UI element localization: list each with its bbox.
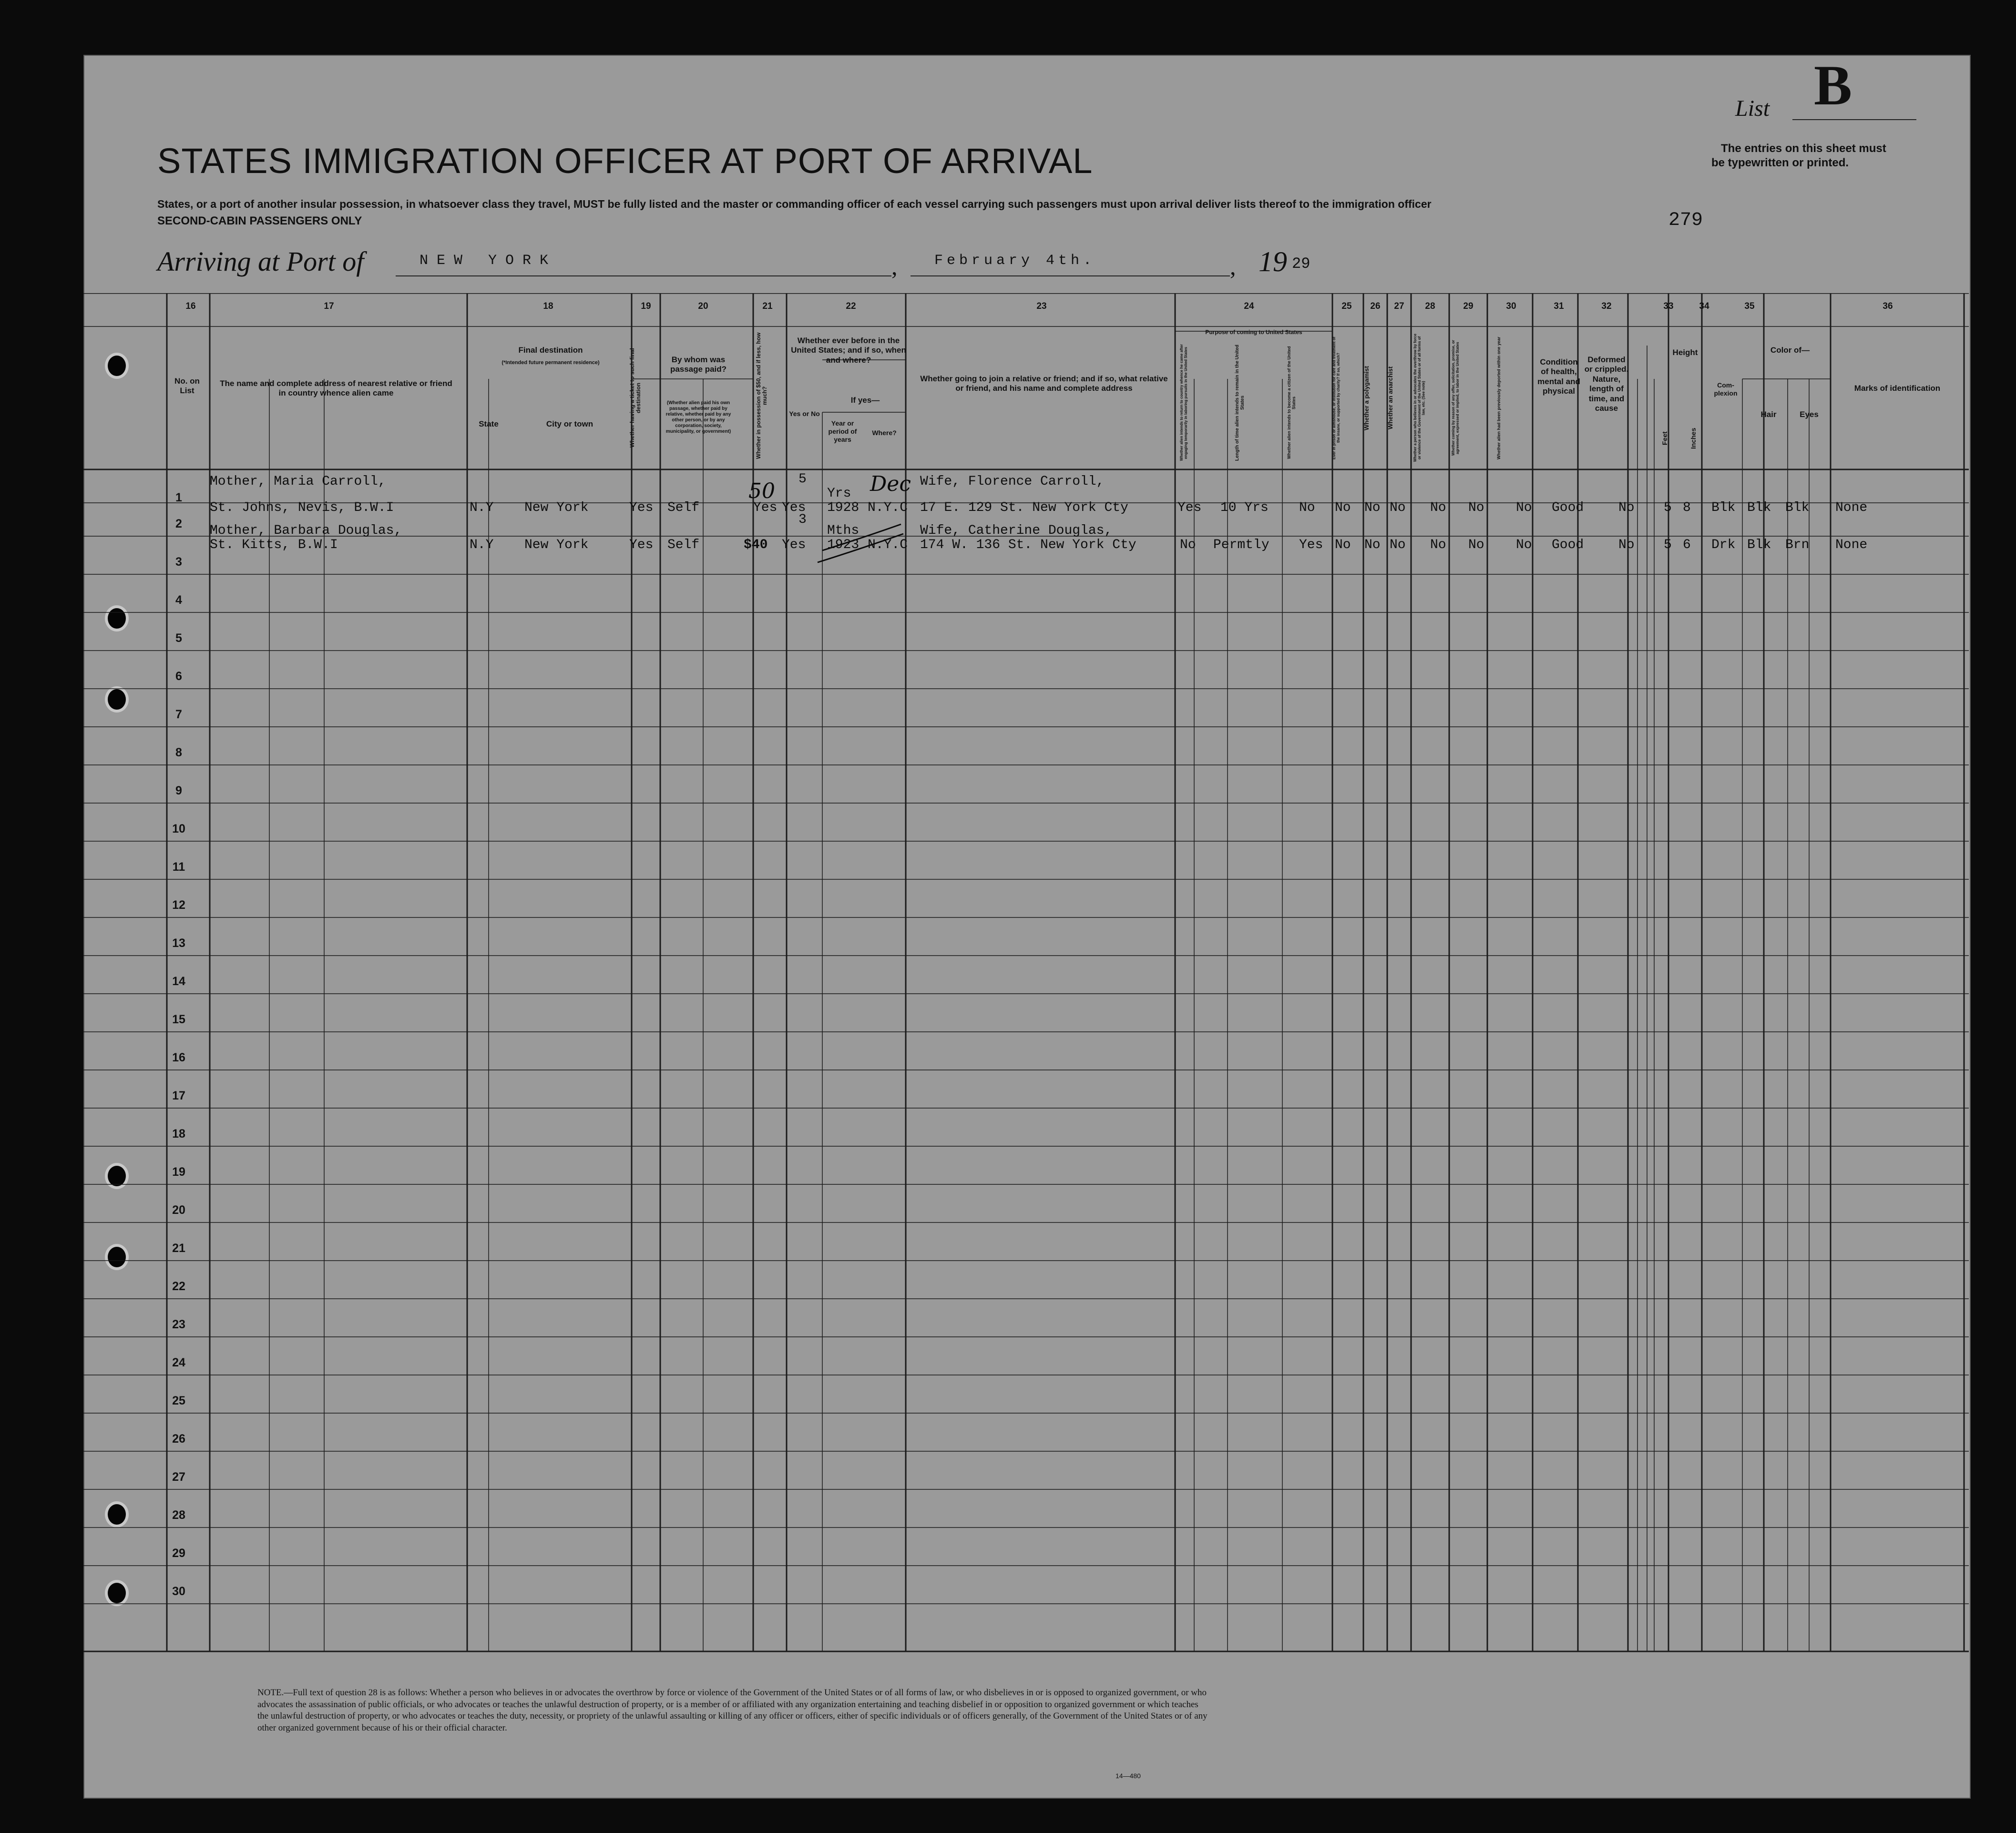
row-number: 2 (175, 517, 182, 530)
row1-inches: 8 (1683, 500, 1691, 515)
row1-paid-by: Self (667, 500, 700, 515)
row-number: 17 (172, 1089, 185, 1102)
row1-anarchist: No (1390, 500, 1406, 515)
year-prefix: 19 (1259, 246, 1287, 277)
header-been-before: Whether ever before in the United States; and if so, when and where? (791, 336, 906, 365)
row1-polygamist: No (1364, 500, 1381, 515)
col-number: 35 (1744, 301, 1755, 311)
row1-period-2: Yrs (827, 486, 851, 501)
row1-hand-money: 50 (748, 479, 775, 503)
header-eyes: Eyes (1800, 410, 1819, 419)
col-number: 32 (1601, 301, 1612, 311)
row-number: 1 (175, 491, 182, 504)
header-final-destination: Final destination (518, 346, 583, 355)
row2-complexion: Drk (1711, 538, 1736, 552)
row-number: 26 (172, 1432, 185, 1446)
row-number: 19 (172, 1165, 185, 1179)
row-number: 4 (175, 593, 182, 607)
row1-purpose-return: Yes (1177, 500, 1202, 515)
col-number: 31 (1554, 301, 1564, 311)
header-ticket: Whether having a ticket to such final destination (629, 348, 642, 448)
header-final-destination-note: (*Intended future permanent residence) (501, 360, 600, 366)
row1-eyes: Blk (1785, 500, 1810, 515)
header-purpose-return: Whether alien intends to return to country whence he came after engaging temporarily in laboring pursuits in the United States (1179, 344, 1188, 461)
row2-period-3: 1923 (827, 538, 860, 552)
port-name: NEW YORK (420, 253, 557, 269)
header-coming-by-reason: Whether coming by reason of any offer, solicitation, promise, or agreement, expressed or implied, to labor in the United States (1451, 340, 1460, 456)
row-number: 9 (175, 784, 182, 797)
row1-relative-line2: St. Johns, Nevis, B.W.I (210, 500, 394, 515)
row1-been-before: Yes (782, 500, 806, 515)
row-number: 29 (172, 1547, 185, 1560)
row2-city: New York (524, 538, 589, 552)
header-marks: Marks of identification (1854, 384, 1941, 393)
row1-feet: 5 (1664, 500, 1672, 515)
row-number: 21 (172, 1242, 185, 1255)
list-underline (1792, 119, 1916, 120)
col-number: 21 (762, 301, 773, 311)
form-title: STATES IMMIGRATION OFFICER AT PORT OF ARRIVAL (157, 141, 1093, 181)
row-number: 23 (172, 1318, 185, 1331)
header-money: Whether in possession of $50, and if less, how much? (755, 332, 768, 459)
row1-ticket: Yes (629, 500, 654, 515)
row2-eyes: Brn (1785, 538, 1810, 552)
row-number: 27 (172, 1470, 185, 1484)
port-underline (396, 275, 891, 276)
row2-deported: No (1516, 538, 1532, 552)
row2-prison: No (1335, 538, 1351, 552)
header-no-on-list: No. on List (174, 377, 200, 396)
header-feet: Feet (1661, 431, 1668, 446)
row-number: 14 (172, 975, 185, 988)
header-where: Where? (872, 429, 897, 437)
col-number: 24 (1244, 301, 1254, 311)
row2-period-1: 3 (798, 512, 807, 527)
row2-offer: No (1468, 538, 1484, 552)
col-number: 20 (698, 301, 708, 311)
row-number: 12 (172, 898, 185, 912)
row-number: 8 (175, 746, 182, 759)
col-number: 23 (1036, 301, 1047, 311)
header-overthrow: Whether a person who believes in or advocates the overthrow by force or violence of the Government of the United States or of all forms of law, etc. (See note) (1413, 334, 1426, 462)
row2-health: Good (1552, 538, 1584, 552)
row-number: 7 (175, 708, 182, 721)
row2-money: $40 (744, 538, 768, 552)
form-subtitle: States, or a port of another insular possession, in whatsoever class they travel, MUST be fully listed and the master or commanding officer of each vessel carrying such passengers must upon arrival deliver lists thereof to the immigration officer (157, 198, 1432, 210)
header-polygamist: Whether a polygamist (1363, 366, 1370, 430)
row2-anarchist: No (1390, 538, 1406, 552)
header-year-period: Year or period of years (828, 419, 857, 443)
row2-relative-line2: St. Kitts, B.W.I (210, 538, 338, 552)
row1-marks: None (1835, 500, 1868, 515)
row2-paid-by: Self (667, 538, 700, 552)
col-number: 19 (641, 301, 651, 311)
row1-purpose-length: 10 Yrs (1220, 500, 1269, 515)
row1-join-line1: Wife, Florence Carroll, (920, 474, 1105, 489)
table-grid (83, 293, 1969, 1659)
row1-complexion: Blk (1711, 500, 1736, 515)
col-number: 18 (543, 301, 553, 311)
header-passage-paid: By whom was passage paid? (670, 355, 727, 374)
col-number: 26 (1370, 301, 1381, 311)
header-height: Height (1672, 348, 1698, 357)
row2-overthrow: No (1430, 538, 1446, 552)
col-number: 30 (1506, 301, 1516, 311)
list-label: List (1735, 96, 1770, 121)
list-value: B (1814, 53, 1852, 117)
row-number: 20 (172, 1203, 185, 1217)
entries-note: be typewritten or printed. (1711, 156, 1849, 169)
col-number: 29 (1463, 301, 1474, 311)
row2-marks: None (1835, 538, 1868, 552)
row1-money: Yes (753, 500, 778, 515)
row2-purpose-length: Permtly (1213, 538, 1269, 552)
row2-where: N.Y.C (868, 538, 908, 552)
col-number: 22 (846, 301, 856, 311)
header-complexion: Com-plexion (1714, 381, 1738, 397)
col-number: 34 (1699, 301, 1709, 311)
row1-hair: Blk (1747, 500, 1771, 515)
col-number: 27 (1394, 301, 1404, 311)
row1-offer: No (1468, 500, 1484, 515)
col-number: 28 (1425, 301, 1435, 311)
col-number: 25 (1341, 301, 1352, 311)
row2-polygamist: No (1364, 538, 1381, 552)
row2-inches: 6 (1683, 538, 1691, 552)
row2-purpose-citizen: Yes (1299, 538, 1323, 552)
header-if-yes: If yes— (850, 396, 880, 405)
header-prison: Ever in prison or almshouse, or institution for care and treatment of the insane, or supported by charity? If so, which? (1332, 336, 1341, 459)
row1-purpose-citizen: No (1299, 500, 1315, 515)
row1-overthrow: No (1430, 500, 1446, 515)
row2-been-before: Yes (782, 538, 806, 552)
row1-health: Good (1552, 500, 1584, 515)
header-purpose: Purpose of coming to United States (1205, 329, 1302, 336)
col-number: 33 (1663, 301, 1674, 311)
comma: , (1230, 253, 1236, 280)
row1-deformed: No (1618, 500, 1635, 515)
row1-where: N.Y.C (868, 500, 908, 515)
sheet-number: 279 (1668, 210, 1703, 231)
row-number: 11 (172, 860, 185, 874)
row1-prison: No (1335, 500, 1351, 515)
row1-relative-line1: Mother, Maria Carroll, (210, 474, 386, 489)
row2-hair: Blk (1747, 538, 1771, 552)
row-number: 10 (172, 822, 185, 835)
row2-feet: 5 (1664, 538, 1672, 552)
row-number: 3 (175, 555, 182, 569)
row-number: 15 (172, 1013, 185, 1026)
footer-note: NOTE.—Full text of question 28 is as follows: Whether a person who believes in or advocates the overthrow by force or violence of the Government of the United States or of all forms of law, or who disbelieves in or is opposed to organized government, or who advocates the assassination of public officials, or who advocates or teaches the unlawful destruction of property, or is a member of or affiliated with any organization entertaining and teaching disbelief in or opposition to organized government or which teaches the unlawful destruction of property, or who advocates or teaches the duty, necessity, or propriety of the unlawful assaulting or killing of any officer or officers, either of specific individuals or of officers generally, of the Government of the United States or of any other organized government because of his or their official character. (257, 1688, 1208, 1733)
header-yes-no: Yes or No (789, 410, 820, 418)
row2-join-line2: 174 W. 136 St. New York Cty (920, 538, 1136, 552)
row-number: 18 (172, 1127, 185, 1141)
row1-state: N.Y (470, 500, 494, 515)
row-number: 25 (172, 1394, 185, 1407)
row1-hand-where: Dec (870, 472, 911, 496)
header-purpose-length: Length of time alien intends to remain in the United States (1235, 345, 1245, 461)
row1-period-1: 5 (798, 472, 807, 487)
date-underline (911, 275, 1230, 276)
header-nearest-relative: The name and complete address of nearest relative or friend in country whence alien came (220, 379, 452, 398)
row1-city: New York (524, 500, 589, 515)
arrival-date: February 4th. (934, 253, 1096, 269)
header-color-of: Color of— (1770, 346, 1810, 355)
header-inches: Inches (1689, 428, 1697, 449)
row-number: 30 (172, 1585, 185, 1598)
row-number: 16 (172, 1051, 185, 1064)
row-number: 13 (172, 937, 185, 950)
header-condition: Condition of health, mental and physical (1537, 357, 1580, 396)
entries-note: The entries on this sheet must (1721, 142, 1886, 155)
row2-ticket: Yes (629, 538, 654, 552)
comma: , (891, 253, 898, 280)
header-anarchist: Whether an anarchist (1387, 366, 1394, 430)
year-suffix: 29 (1292, 255, 1310, 273)
arriving-label: Arriving at Port of (157, 246, 364, 277)
col-number: 17 (324, 301, 334, 311)
row-number: 5 (175, 631, 182, 645)
row1-period-4: 1928 (827, 500, 860, 515)
manifest-table (83, 293, 1969, 1659)
row1-join-line2: 17 E. 129 St. New York Cty (920, 500, 1128, 515)
header-deformed: Deformed or crippled. Nature, length of time, and cause (1584, 355, 1629, 413)
class-line: SECOND-CABIN PASSENGERS ONLY (157, 214, 362, 227)
row2-relative-line1: Mother, Barbara Douglas, (210, 523, 402, 538)
header-city: City or town (546, 419, 594, 428)
col-number: 16 (185, 301, 196, 311)
header-hair: Hair (1760, 410, 1777, 419)
row1-deported: No (1516, 500, 1532, 515)
row-number: 22 (172, 1280, 185, 1293)
header-joining: Whether going to join a relative or friend; and if so, what relative or friend, and his name and complete address (920, 374, 1168, 393)
header-state: State (479, 419, 499, 428)
header-deported: Whether alien had been previously deported within one year (1496, 336, 1501, 459)
row2-deformed: No (1618, 538, 1635, 552)
row2-purpose-return: No (1180, 538, 1196, 552)
row-number: 6 (175, 670, 182, 683)
row2-state: N.Y (470, 538, 494, 552)
header-passage-paid-note: (Whether alien paid his own passage, whether paid by relative, whether paid by any other person, or by any corporation, society, municipality, or government) (665, 400, 731, 434)
form-number: 14—480 (1115, 1772, 1141, 1780)
row2-period-2: Mths (827, 523, 860, 538)
row-number: 28 (172, 1508, 185, 1522)
row-number: 24 (172, 1356, 185, 1369)
row2-join-line1: Wife, Catherine Douglas, (920, 523, 1113, 538)
header-purpose-citizen: Whether alien intends to become a citizen of the United States (1287, 346, 1296, 459)
col-number: 36 (1883, 301, 1893, 311)
